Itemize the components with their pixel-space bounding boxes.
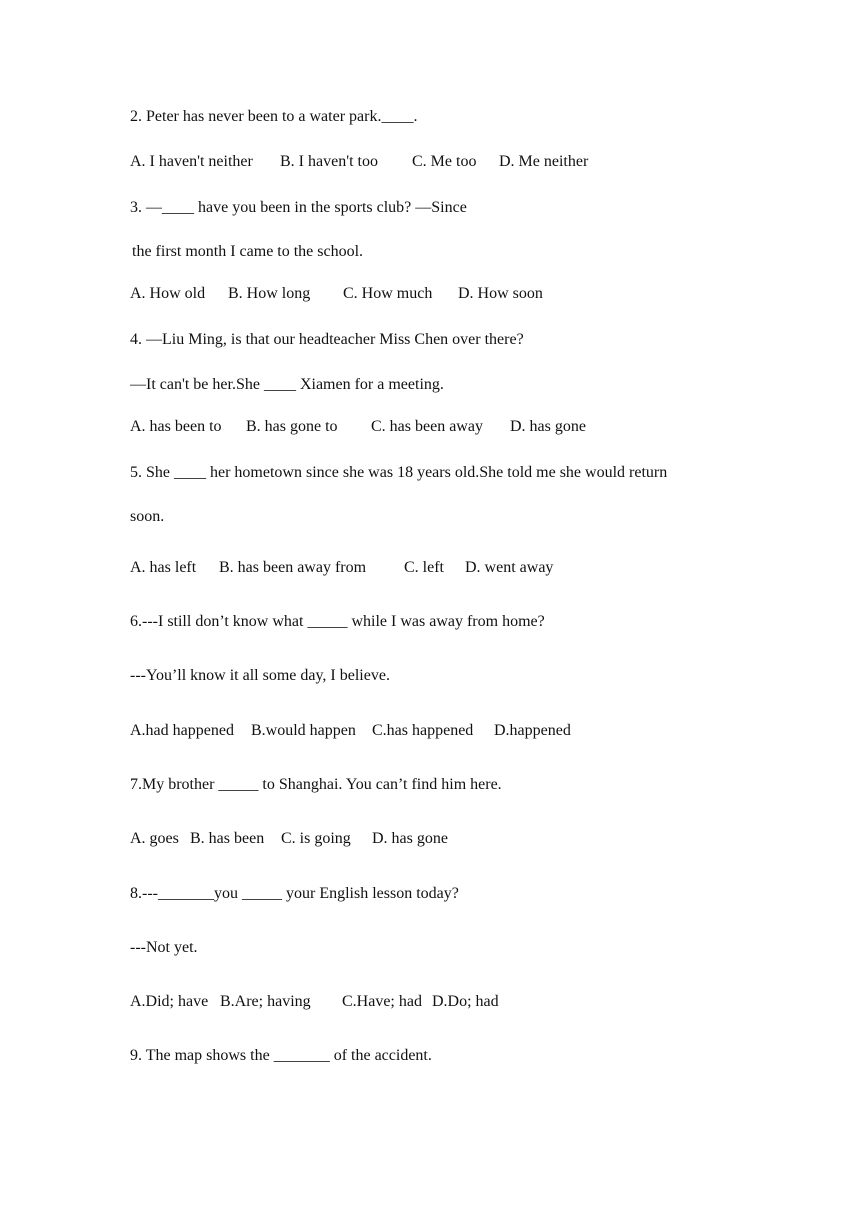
question-5-stem: 5. She ____ her hometown since she was 18 years old.She told me she would return [130, 464, 668, 481]
question-5-stem-continued: soon. [130, 508, 165, 525]
question-7-stem: 7.My brother _____ to Shanghai. You can’t find him here. [130, 776, 502, 793]
question-5-option-d: D. went away [465, 559, 554, 576]
question-9-stem: 9. The map shows the _______ of the accident. [130, 1047, 432, 1064]
question-2-stem: 2. Peter has never been to a water park.____. [130, 108, 418, 125]
question-4-option-d: D. has gone [510, 418, 586, 435]
question-8-stem: 8.---_______you _____ your English lesson today? [130, 885, 459, 902]
question-3-option-a: A. How old [130, 285, 206, 302]
question-7-option-d: D. has gone [372, 830, 448, 847]
question-6-stem: 6.---I still don’t know what _____ while I was away from home? [130, 613, 545, 630]
question-8-option-b: B.Are; having [220, 993, 311, 1010]
question-7-option-c: C. is going [281, 830, 351, 847]
question-3-option-b: B. How long [228, 285, 311, 302]
question-6-option-d: D.happened [494, 722, 571, 739]
question-8-option-d: D.Do; had [432, 993, 499, 1010]
question-7-option-b: B. has been [190, 830, 265, 847]
question-4-option-c: C. has been away [371, 418, 483, 435]
question-2-option-c: C. Me too [412, 153, 477, 170]
question-2-option-d: D. Me neither [499, 153, 589, 170]
question-3-stem-continued: the first month I came to the school. [132, 243, 364, 260]
question-4-stem: 4. —Liu Ming, is that our headteacher Miss Chen over there? [130, 331, 524, 348]
question-2-option-a: A. I haven't neither [130, 153, 253, 170]
question-5-option-b: B. has been away from [219, 559, 367, 576]
question-7-option-a: A. goes [130, 830, 179, 847]
question-4-option-a: A. has been to [130, 418, 222, 435]
question-6-option-c: C.has happened [372, 722, 474, 739]
question-5-option-a: A. has left [130, 559, 197, 576]
question-4-answer-line: —It can't be her.She ____ Xiamen for a meeting. [130, 376, 444, 393]
question-8-option-a: A.Did; have [130, 993, 209, 1010]
question-6-option-b: B.would happen [251, 722, 356, 739]
question-5-option-c: C. left [404, 559, 444, 576]
question-6-option-a: A.had happened [130, 722, 234, 739]
question-3-option-d: D. How soon [458, 285, 543, 302]
question-8-option-c: C.Have; had [342, 993, 422, 1010]
question-2-option-b: B. I haven't too [280, 153, 378, 170]
question-3-option-c: C. How much [343, 285, 433, 302]
question-4-option-b: B. has gone to [246, 418, 338, 435]
question-6-answer-line: ---You’ll know it all some day, I believe. [130, 667, 390, 684]
question-3-stem: 3. —____ have you been in the sports club? —Since [130, 199, 467, 216]
question-8-answer-line: ---Not yet. [130, 939, 198, 956]
